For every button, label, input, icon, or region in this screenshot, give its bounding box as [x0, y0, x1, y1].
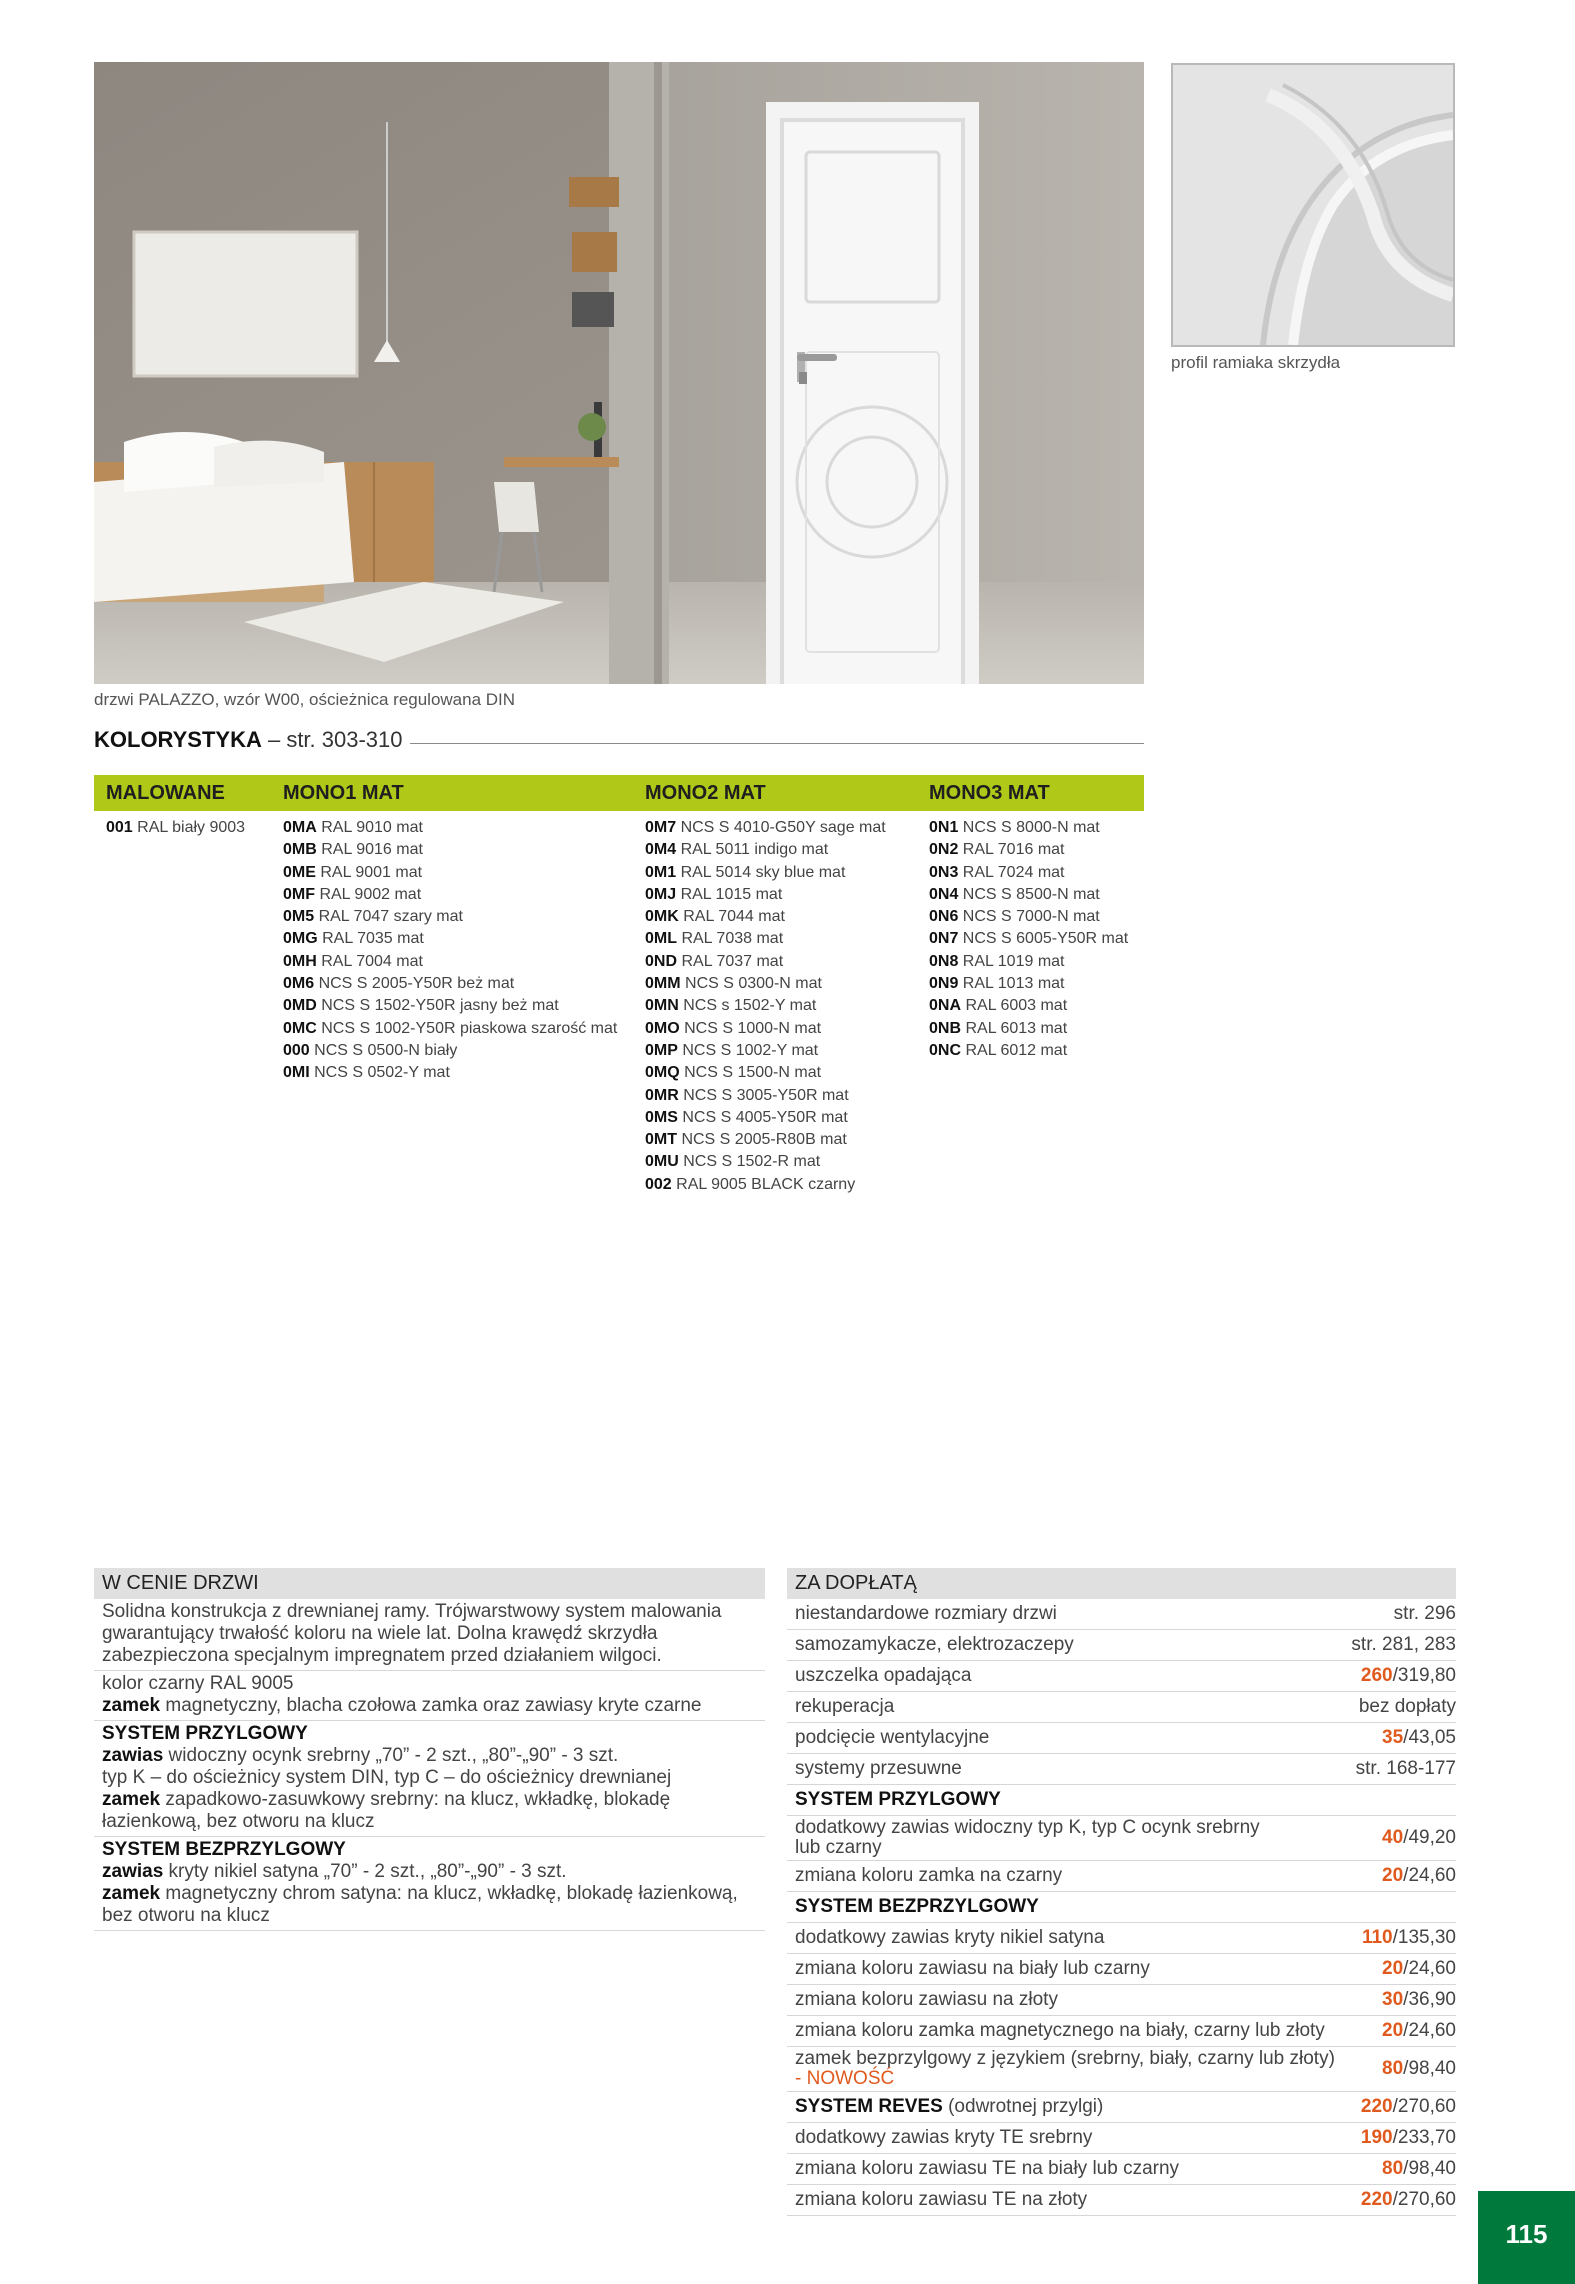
extras-row — [787, 1923, 1456, 1954]
color-code: 0N4 — [929, 885, 959, 903]
price-rest: str. 168-177 — [1355, 1758, 1456, 1779]
kolorystyka-heading — [94, 727, 403, 753]
extras-row — [787, 1599, 1456, 1630]
price-net: 20 — [1382, 2020, 1404, 2041]
color-item — [929, 995, 1128, 1017]
price-rest: /233,70 — [1392, 2127, 1456, 2148]
color-code: 0MU — [645, 1153, 679, 1171]
extras-price — [1382, 2058, 1456, 2080]
color-desc: NCS S 0300-N mat — [680, 975, 822, 993]
color-code: 0MQ — [645, 1064, 680, 1082]
color-desc: NCS s 1502-Y mat — [678, 997, 817, 1015]
color-item — [283, 1018, 617, 1040]
color-code: 0N1 — [929, 819, 959, 836]
extras-label-text: podcięcie wentylacyjne — [795, 1727, 990, 1748]
color-desc: NCS S 1002-Y50R piaskowa szarość mat — [316, 1019, 618, 1037]
extras-label — [795, 1895, 1039, 1919]
color-desc: NCS S 0502-Y mat — [309, 1064, 450, 1082]
extras-label — [795, 2157, 1179, 2181]
price-rest: /135,30 — [1392, 1927, 1456, 1948]
color-desc: RAL 9002 mat — [315, 885, 422, 903]
system2-hinge-line — [102, 1861, 757, 1883]
color-desc: NCS S 2005-R80B mat — [677, 1131, 847, 1149]
color-code: 0MB — [283, 841, 317, 859]
extras-price — [1359, 1696, 1456, 1718]
color-column-mono3 — [929, 817, 1128, 1062]
extras-row — [787, 1661, 1456, 1692]
price-rest: /36,90 — [1403, 1989, 1456, 2010]
color-desc: NCS S 1000-N mat — [679, 1019, 822, 1037]
extras-price — [1362, 1927, 1456, 1949]
extras-label-text: niestandardowe rozmiary drzwi — [795, 1603, 1057, 1624]
color-item — [929, 906, 1128, 928]
extras-label-text: zmiana koloru zawiasu na złoty — [795, 1989, 1058, 2010]
color-item — [645, 1085, 886, 1107]
construction-text: Solidna konstrukcja z drewnianej ramy. Trójwarstwowy system malowania gwarantujący trwałość koloru na wiele lat. Dolna krawędź skrzydła zabezpieczona specjalnym impregnatem przed działaniem wilgoci. — [94, 1599, 765, 1671]
price-net: 190 — [1360, 2127, 1393, 2148]
price-rest: /24,60 — [1403, 2020, 1456, 2041]
color-code: 000 — [283, 1041, 310, 1059]
color-code: 0MS — [645, 1108, 678, 1126]
extras-label-text: dodatkowy zawias kryty TE srebrny — [795, 2127, 1093, 2148]
page-number: 115 — [1478, 2191, 1575, 2284]
extras-label-text: zmiana koloru zamka na czarny — [795, 1865, 1063, 1886]
extras-label-text: zmiana koloru zawiasu TE na biały lub czarny — [795, 2158, 1180, 2179]
color-item — [283, 862, 617, 884]
extras-price — [1382, 2020, 1456, 2042]
color-desc: RAL 7038 mat — [677, 930, 784, 948]
price-net: 20 — [1382, 1865, 1404, 1886]
system-przylgowy-row — [94, 1721, 765, 1837]
color-code: 0MP — [645, 1041, 678, 1059]
extras-row — [787, 2016, 1456, 2047]
color-code: 0NC — [929, 1041, 962, 1059]
extras-row — [787, 2154, 1456, 2185]
color-desc: RAL 9010 mat — [316, 819, 423, 836]
extras-row — [787, 2092, 1456, 2123]
system2-hinge-label: zawias — [102, 1861, 164, 1882]
color-code: 0N3 — [929, 863, 959, 881]
system1-title: SYSTEM PRZYLGOWY — [102, 1723, 308, 1744]
extras-label-suffix: (odwrotnej przylgi) — [942, 2096, 1104, 2117]
extras-label-text: uszczelka opadająca — [795, 1665, 972, 1686]
color-desc: NCS S 8000-N mat — [958, 819, 1100, 836]
hero-illustration — [94, 62, 1144, 684]
color-item — [929, 862, 1128, 884]
extras-label — [795, 2188, 1087, 2212]
color-item — [929, 884, 1128, 906]
color-item — [645, 884, 886, 906]
color-desc: NCS S 1502-Y50R jasny beż mat — [316, 997, 559, 1015]
color-code: 0N9 — [929, 975, 959, 993]
extras-label-text: rekuperacja — [795, 1696, 895, 1717]
system1-hinge-label: zawias — [102, 1745, 164, 1766]
color-desc: RAL 7035 mat — [317, 930, 424, 948]
extras-label — [795, 1864, 1062, 1888]
color-item — [283, 906, 617, 928]
detail-photo-frame-profile — [1171, 63, 1455, 347]
color-desc: RAL 7044 mat — [678, 908, 785, 926]
extras-row — [787, 2123, 1456, 2154]
color-code: 002 — [645, 1175, 672, 1193]
color-item — [283, 951, 617, 973]
extras-list — [787, 1599, 1456, 2216]
price-net: 30 — [1382, 1989, 1404, 2010]
price-rest: /319,80 — [1392, 1665, 1456, 1686]
color-item — [645, 928, 886, 950]
color-item — [645, 951, 886, 973]
extras-row — [787, 1692, 1456, 1723]
color-desc: RAL 7004 mat — [316, 952, 423, 970]
color-table-header — [94, 775, 1144, 811]
extras-row — [787, 1630, 1456, 1661]
price-includes-box — [94, 1568, 765, 1931]
extras-label — [795, 2126, 1092, 2150]
color-item — [645, 1018, 886, 1040]
extras-label — [795, 2095, 1103, 2119]
color-desc: RAL 1013 mat — [958, 975, 1065, 993]
extras-label — [795, 1633, 1074, 1657]
extras-price — [1361, 1665, 1456, 1687]
col-header-mono2: MONO2 MAT — [645, 782, 766, 804]
color-desc: NCS S 7000-N mat — [958, 908, 1100, 926]
color-desc: RAL 6003 mat — [961, 997, 1068, 1015]
color-item — [645, 973, 886, 995]
extras-label — [795, 1926, 1104, 1950]
extras-label — [795, 1816, 1275, 1860]
color-desc: RAL biały 9003 — [132, 819, 246, 836]
color-code: 0N7 — [929, 930, 959, 948]
color-code: 0NB — [929, 1019, 962, 1037]
extras-label — [795, 1957, 1150, 1981]
system2-title: SYSTEM BEZPRZYLGOWY — [102, 1839, 346, 1860]
extras-label — [795, 1664, 971, 1688]
extras-label — [795, 2047, 1335, 2091]
color-desc: RAL 7024 mat — [958, 863, 1065, 881]
color-item — [929, 817, 1128, 839]
extras-row — [787, 1816, 1456, 1861]
color-desc: RAL 7047 szary mat — [314, 908, 463, 926]
extras-price — [1382, 1958, 1456, 1980]
system-bezprzylgowy-row — [94, 1837, 765, 1931]
color-code: 0ML — [645, 930, 677, 948]
color-item — [645, 906, 886, 928]
color-item — [283, 817, 617, 839]
color-code: 0MF — [283, 885, 315, 903]
color-desc: RAL 9005 BLACK czarny — [671, 1175, 856, 1193]
price-net: 220 — [1360, 2096, 1393, 2117]
color-code: 0MC — [283, 1019, 317, 1037]
color-desc: NCS S 6005-Y50R mat — [958, 930, 1129, 948]
extras-row — [787, 2185, 1456, 2216]
price-rest: /270,60 — [1392, 2096, 1456, 2117]
color-item — [929, 928, 1128, 950]
color-desc: RAL 9001 mat — [315, 863, 423, 881]
detail-caption: profil ramiaka skrzydła — [1171, 353, 1341, 372]
color-item — [645, 817, 886, 839]
extras-label-text: SYSTEM BEZPRZYLGOWY — [795, 1896, 1039, 1917]
color-item — [645, 1129, 886, 1151]
kolorystyka-title: KOLORYSTYKA — [94, 727, 262, 752]
system1-lock-line — [102, 1789, 757, 1833]
new-badge: - NOWOŚĆ — [795, 2068, 895, 2089]
extras-price — [1382, 1827, 1456, 1849]
extras-label-text: dodatkowy zawias kryty nikiel satyna — [795, 1927, 1105, 1948]
extras-label — [795, 2019, 1325, 2043]
color-desc: RAL 6012 mat — [961, 1041, 1068, 1059]
system1-type-line: typ K – do ościeżnicy system DIN, typ C – do ościeżnicy drewnianej — [102, 1767, 672, 1788]
color-item — [645, 1062, 886, 1084]
color-code: 0N6 — [929, 908, 959, 926]
extras-price — [1361, 2127, 1456, 2149]
color-item — [283, 884, 617, 906]
color-desc: RAL 7037 mat — [677, 952, 784, 970]
extras-row — [787, 2047, 1456, 2092]
color-desc: RAL 5014 sky blue mat — [676, 863, 846, 881]
system1-lock-text: zapadkowo-zasuwkowy srebrny: na klucz, wkładkę, blokadę łazienkową, bez otworu na klucz — [102, 1789, 671, 1832]
color-desc: RAL 9016 mat — [316, 841, 423, 859]
lock-label: zamek — [102, 1695, 161, 1716]
color-code: 0MT — [645, 1131, 677, 1149]
extras-price — [1361, 2096, 1456, 2118]
price-net: 80 — [1382, 2158, 1404, 2179]
color-code: 0MR — [645, 1086, 679, 1104]
hero-caption: drzwi PALAZZO, wzór W00, ościeżnica regulowana DIN — [94, 690, 516, 709]
price-net: 80 — [1382, 2058, 1404, 2079]
col-header-malowane: MALOWANE — [106, 782, 225, 804]
color-desc: NCS S 0500-N biały — [309, 1041, 458, 1059]
color-item — [929, 839, 1128, 861]
system1-hinge-line — [102, 1745, 757, 1767]
extras-row — [787, 1723, 1456, 1754]
color-item — [645, 1151, 886, 1173]
extras-label — [795, 1757, 962, 1781]
col-header-mono3: MONO3 MAT — [929, 782, 1050, 804]
color-item — [283, 995, 617, 1017]
price-rest: /43,05 — [1403, 1727, 1456, 1748]
color-code: 0M1 — [645, 863, 677, 881]
color-code: 0N2 — [929, 841, 959, 859]
extras-row — [787, 1754, 1456, 1785]
color-code: 0MO — [645, 1019, 680, 1037]
extras-price — [1351, 1634, 1456, 1656]
extras-price — [1382, 1989, 1456, 2011]
system2-lock-text: magnetyczny chrom satyna: na klucz, wkładkę, blokadę łazienkową, bez otworu na klucz — [102, 1883, 738, 1926]
color-code: 0MK — [645, 908, 679, 926]
extras-label — [795, 1602, 1057, 1626]
price-net: 40 — [1382, 1827, 1404, 1848]
color-item — [929, 1018, 1128, 1040]
color-code: 0N8 — [929, 952, 959, 970]
extras-label-text: SYSTEM PRZYLGOWY — [795, 1789, 1001, 1810]
color-item — [645, 862, 886, 884]
color-code: 0NA — [929, 997, 962, 1015]
detail-illustration — [1173, 65, 1453, 345]
color-item — [645, 995, 886, 1017]
price-rest: /270,60 — [1392, 2189, 1456, 2210]
price-rest: str. 296 — [1393, 1603, 1456, 1624]
system1-hinge-text: widoczny ocynk srebrny „70” - 2 szt., „80”-„90” - 3 szt. — [163, 1745, 619, 1766]
color-item — [283, 973, 617, 995]
extras-label-text: zmiana koloru zamka magnetycznego na biały, czarny lub złoty — [795, 2020, 1325, 2041]
color-column-mono2 — [645, 817, 886, 1196]
extras-label — [795, 1695, 894, 1719]
color-item — [929, 1040, 1128, 1062]
lock-text: magnetyczny, blacha czołowa zamka oraz zawiasy kryte czarne — [160, 1695, 702, 1716]
price-net: 220 — [1360, 2189, 1393, 2210]
color-desc: NCS S 1002-Y mat — [677, 1041, 819, 1059]
color-code: 0ME — [283, 863, 316, 881]
price-includes-title: W CENIE DRZWI — [94, 1568, 765, 1599]
system2-hinge-text: kryty nikiel satyna „70” - 2 szt., „80”-„90” - 3 szt. — [163, 1861, 567, 1882]
price-net: 260 — [1360, 1665, 1393, 1686]
price-rest: /98,40 — [1403, 2058, 1456, 2079]
color-code: 0MI — [283, 1064, 310, 1082]
price-net: 110 — [1361, 1927, 1393, 1948]
color-column-malowane — [106, 817, 245, 839]
color-code: 0MA — [283, 819, 317, 836]
extras-row — [787, 1954, 1456, 1985]
color-code: 0MH — [283, 952, 317, 970]
color-desc: RAL 5011 indigo mat — [676, 841, 829, 859]
system1-lock-label: zamek — [102, 1789, 161, 1810]
color-code: 001 — [106, 819, 133, 836]
color-desc: NCS S 1500-N mat — [679, 1064, 822, 1082]
color-item — [283, 1040, 617, 1062]
color-item — [645, 839, 886, 861]
color-code: 0MM — [645, 975, 681, 993]
extras-price — [1382, 2158, 1456, 2180]
color-item — [645, 1107, 886, 1129]
extras-price — [1382, 1865, 1456, 1887]
extras-section-row — [787, 1785, 1456, 1816]
color-code: 0MG — [283, 930, 318, 948]
price-net: 35 — [1382, 1727, 1404, 1748]
color-desc: NCS S 2005-Y50R beż mat — [314, 975, 515, 993]
price-rest: /98,40 — [1403, 2158, 1456, 2179]
color-code: 0MJ — [645, 885, 677, 903]
color-desc: RAL 1019 mat — [958, 952, 1065, 970]
price-net: 20 — [1382, 1958, 1404, 1979]
color-column-mono1 — [283, 817, 617, 1085]
color-lock-row — [94, 1671, 765, 1721]
color-code: 0M4 — [645, 841, 677, 859]
extras-label-text: dodatkowy zawias widoczny typ K, typ C ocynk srebrny lub czarny — [795, 1817, 1260, 1858]
kolorystyka-pages: – str. 303-310 — [261, 727, 403, 752]
color-item — [645, 1174, 886, 1196]
color-line: kolor czarny RAL 9005 — [102, 1673, 294, 1694]
color-desc: NCS S 4005-Y50R mat — [677, 1108, 848, 1126]
price-rest: bez dopłaty — [1358, 1696, 1456, 1717]
extras-price — [1361, 2189, 1456, 2211]
hero-photo-bedroom-door — [94, 62, 1144, 684]
extras-price — [1356, 1758, 1456, 1780]
extras-label — [795, 1988, 1058, 2012]
color-item — [929, 951, 1128, 973]
extras-section-row — [787, 1892, 1456, 1923]
price-rest: /24,60 — [1403, 1865, 1456, 1886]
color-item — [283, 839, 617, 861]
extras-label-text: zmiana koloru zawiasu TE na złoty — [795, 2189, 1088, 2210]
extras-price — [1382, 1727, 1456, 1749]
system2-lock-line — [102, 1883, 757, 1927]
color-desc: RAL 1015 mat — [676, 885, 783, 903]
color-item — [645, 1040, 886, 1062]
extras-title: ZA DOPŁATĄ — [787, 1568, 1456, 1599]
color-item — [106, 817, 245, 839]
color-code: 0MN — [645, 997, 679, 1015]
color-item — [283, 928, 617, 950]
price-rest: /24,60 — [1403, 1958, 1456, 1979]
extras-box — [787, 1568, 1456, 2216]
extras-label-text: systemy przesuwne — [795, 1758, 962, 1779]
color-code: 0MD — [283, 997, 317, 1015]
color-desc: RAL 7016 mat — [958, 841, 1065, 859]
color-desc: RAL 6013 mat — [961, 1019, 1068, 1037]
color-code: 0M7 — [645, 819, 677, 836]
extras-row — [787, 1985, 1456, 2016]
extras-row — [787, 1861, 1456, 1892]
extras-label — [795, 1726, 989, 1750]
price-rest: /49,20 — [1403, 1827, 1456, 1848]
color-item — [283, 1062, 617, 1084]
extras-label-text: zmiana koloru zawiasu na biały lub czarny — [795, 1958, 1150, 1979]
col-header-mono1: MONO1 MAT — [283, 782, 404, 804]
system2-lock-label: zamek — [102, 1883, 161, 1904]
extras-label — [795, 1788, 1001, 1812]
extras-label-text: SYSTEM REVES — [795, 2096, 943, 2117]
color-code: 0M5 — [283, 908, 315, 926]
extras-label-text: samozamykacze, elektrozaczepy — [795, 1634, 1074, 1655]
extras-label-text: zamek bezprzylgowy z językiem (srebrny, biały, czarny lub złoty) — [795, 2048, 1335, 2069]
color-desc: NCS S 4010-G50Y sage mat — [676, 819, 886, 836]
color-code: 0M6 — [283, 975, 315, 993]
color-desc: NCS S 3005-Y50R mat — [678, 1086, 849, 1104]
kolorystyka-divider — [410, 743, 1144, 744]
color-desc: NCS S 1502-R mat — [678, 1153, 821, 1171]
color-desc: NCS S 8500-N mat — [958, 885, 1100, 903]
extras-price — [1394, 1603, 1456, 1625]
lock-line — [102, 1695, 757, 1717]
price-rest: str. 281, 283 — [1351, 1634, 1456, 1655]
color-item — [929, 973, 1128, 995]
color-code: 0ND — [645, 952, 678, 970]
